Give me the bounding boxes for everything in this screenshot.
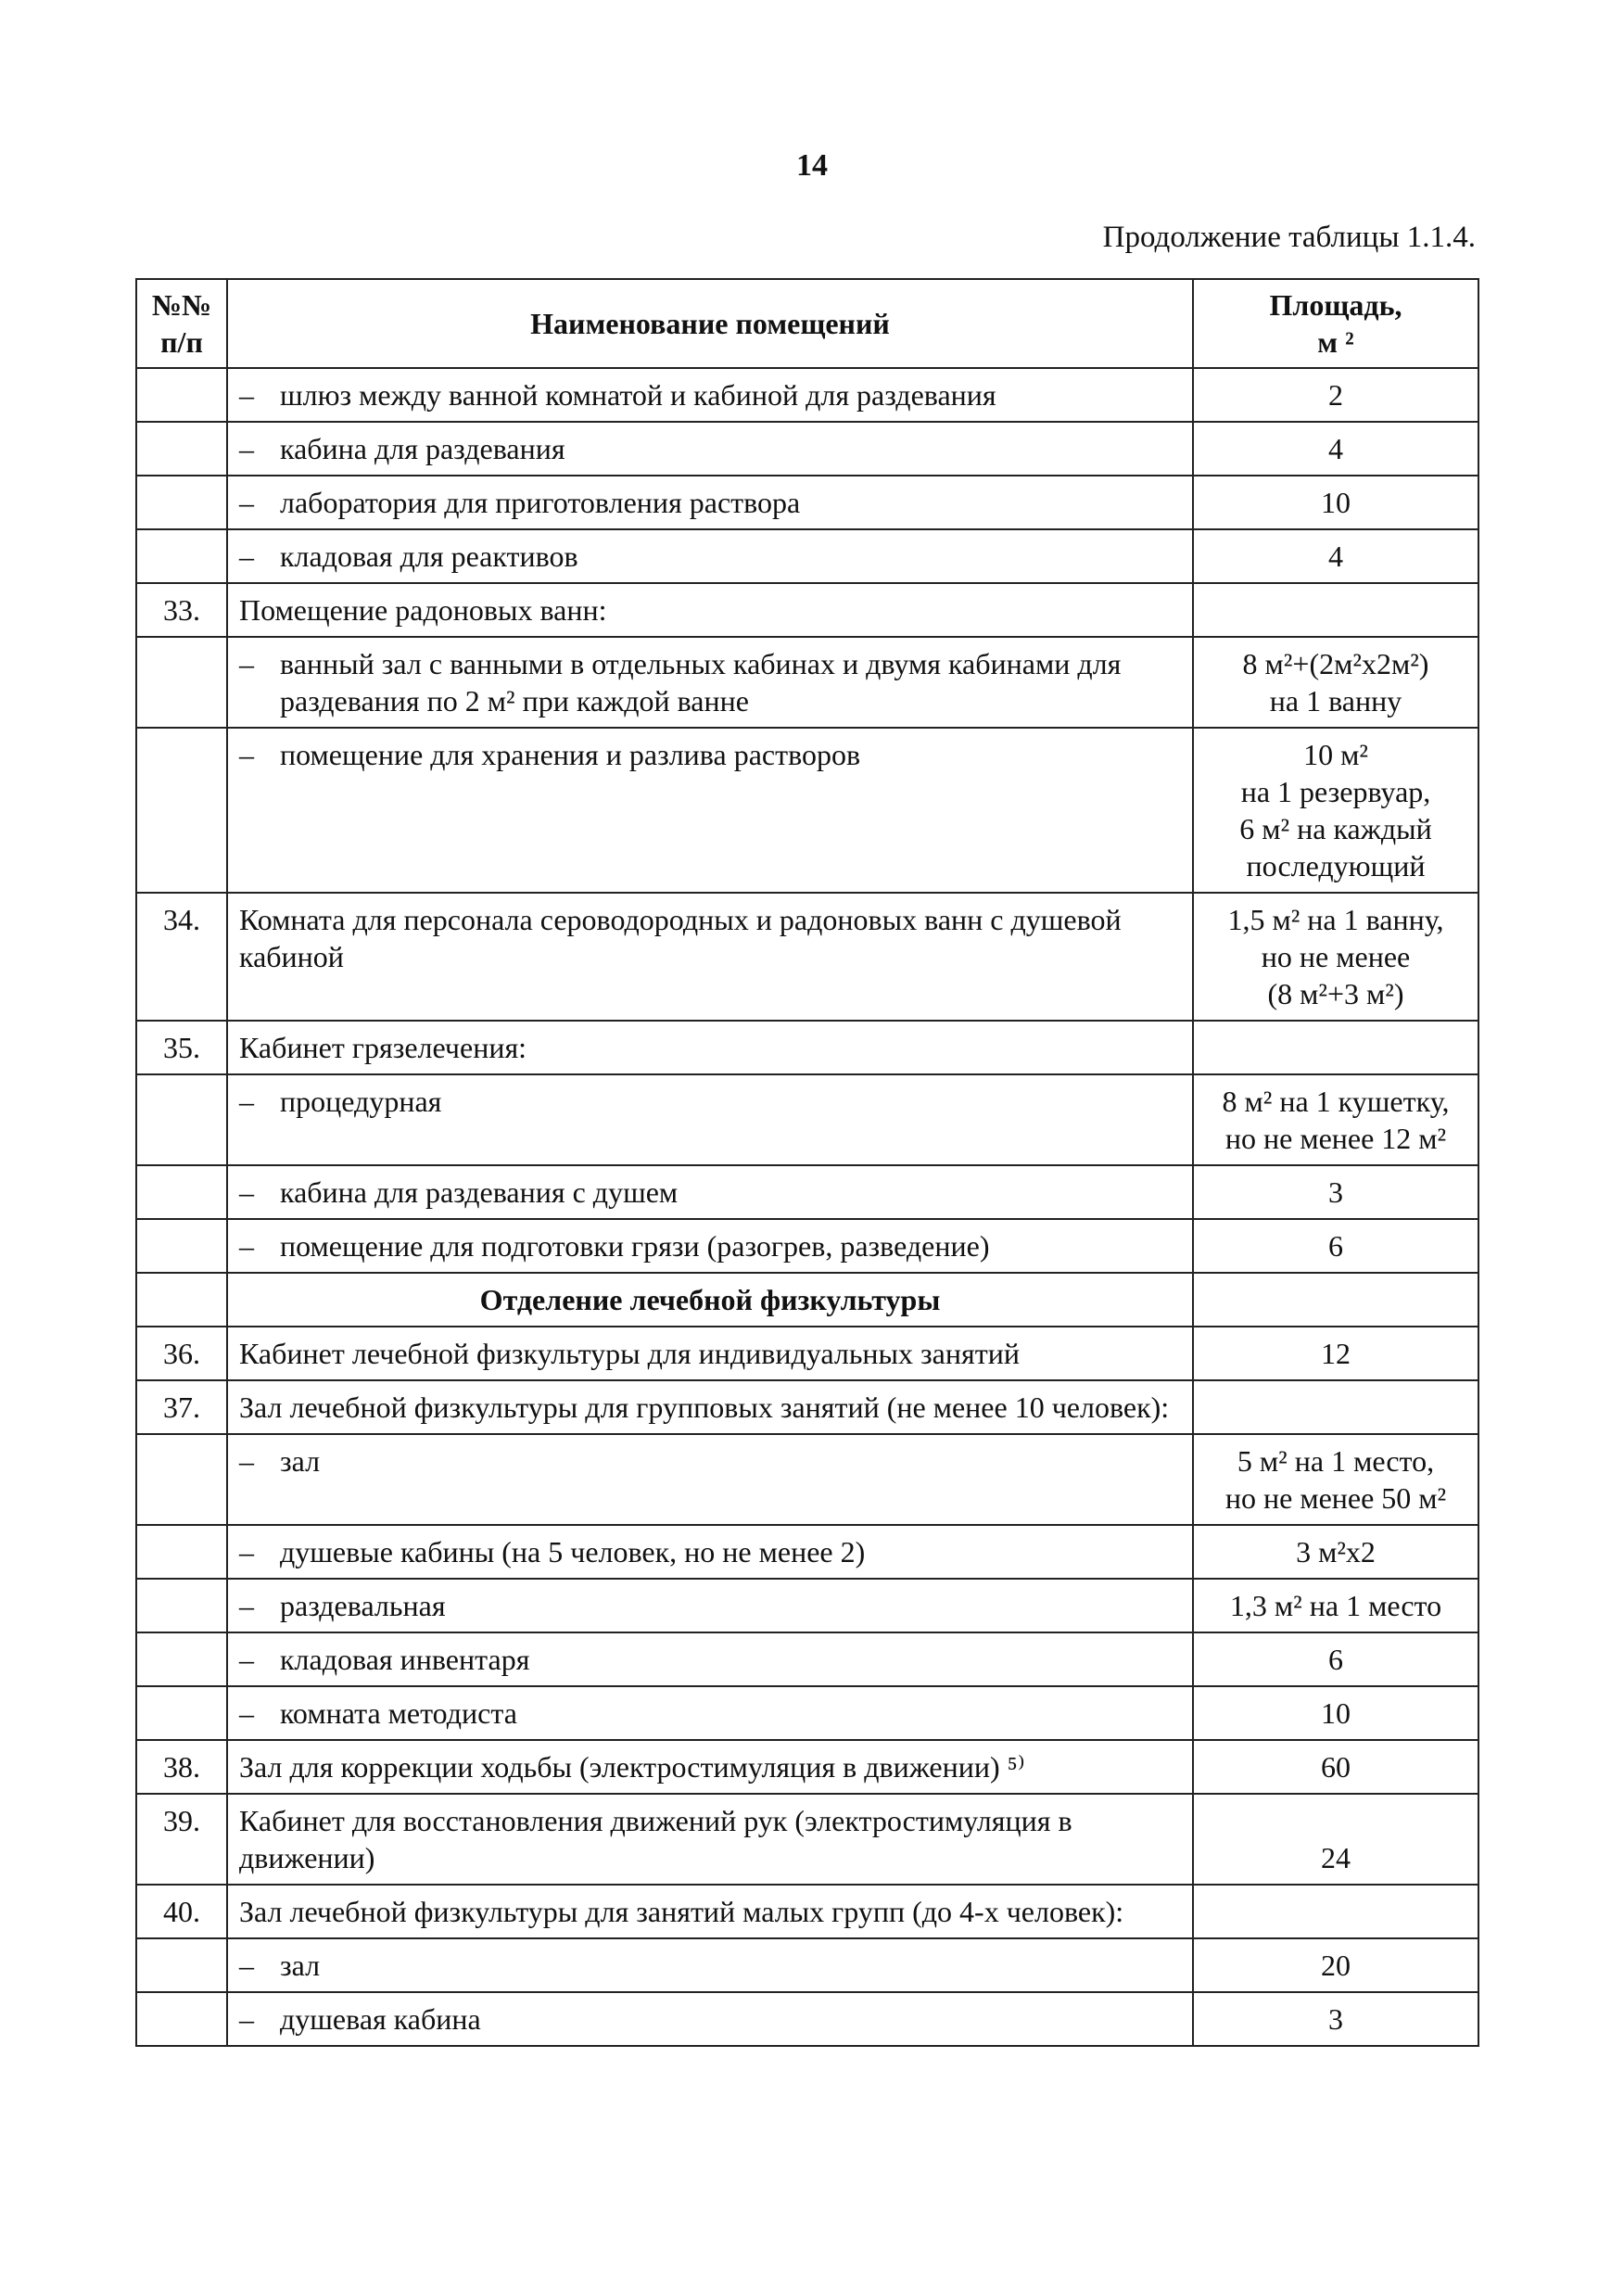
room-name [227,893,1193,1021]
room-area [1193,1686,1478,1740]
room-name [227,368,1193,422]
room-name [227,583,1193,637]
header-area [1193,279,1478,368]
table-row [136,728,1478,893]
room-name [227,1686,1193,1740]
table-row [136,476,1478,529]
room-area-line [1205,1802,1466,1839]
room-name-text: раздевальная [280,1589,446,1622]
room-area [1193,1434,1478,1525]
room-name-text: Помещение радоновых ванн: [239,593,607,627]
table-row [136,893,1478,1021]
room-area-line: 3 [1328,1175,1343,1209]
table-header-row [136,279,1478,368]
row-number: 35. [136,1021,227,1074]
room-area-line [1205,1893,1466,1930]
room-area-line: но не менее 50 м² [1224,1481,1447,1515]
room-area [1193,1992,1478,2046]
header-area-line: Площадь, [1269,288,1402,322]
room-area [1193,368,1478,422]
room-area-line: 3 м²х2 [1296,1535,1376,1568]
room-name-text: ванный зал с ванными в отдельных кабинах и двумя кабинами для раздевания по 2 м² при каждой ванне [280,647,1122,718]
row-number [136,1165,227,1219]
room-area-line [1205,591,1466,629]
table-row [136,1327,1478,1380]
table-row [136,1740,1478,1794]
list-dash-icon: – [239,2002,254,2036]
row-number: 38. [136,1740,227,1794]
room-name-text: Кабинет грязелечения: [239,1031,527,1064]
room-area-line: 4 [1328,540,1343,573]
room-area-line: 3 [1328,2002,1343,2036]
row-number [136,1632,227,1686]
room-area-line [1205,1029,1466,1066]
room-name [227,1885,1193,1938]
room-name-text: Зал для коррекции ходьбы (электростимуляция в движении) ⁵⁾ [239,1750,1025,1784]
room-area-line: 10 [1321,1696,1351,1730]
header-number [136,279,227,368]
row-number [136,368,227,422]
header-area-line: м ² [1317,325,1354,359]
room-area-line: 4 [1328,432,1343,465]
room-name-text: Зал лечебной физкультуры для занятий малых групп (до 4-х человек): [239,1895,1124,1928]
page-number: 14 [796,148,828,183]
room-area-line: 5 м² на 1 место, [1237,1444,1435,1478]
room-area-line: 1,3 м² на 1 место [1229,1589,1442,1622]
room-name-text: Кабинет для восстановления движений рук (электростимуляция в движении) [239,1804,1072,1874]
list-dash-icon: – [239,1175,254,1209]
list-dash-icon: – [239,540,254,573]
room-area-line: 10 м² [1303,738,1368,771]
room-area [1193,583,1478,637]
table-row [136,583,1478,637]
room-area [1193,529,1478,583]
list-dash-icon: – [239,1229,254,1263]
section-title [227,1273,1193,1327]
list-dash-icon: – [239,1535,254,1568]
list-dash-icon: – [239,486,254,519]
table-row [136,1525,1478,1579]
room-area-line: 2 [1328,378,1343,412]
row-number [136,422,227,476]
table-row [136,1579,1478,1632]
room-area-line: 24 [1321,1841,1351,1874]
room-name-text: шлюз между ванной комнатой и кабиной для раздевания [280,378,996,412]
room-name [227,1740,1193,1794]
room-name-text: Отделение лечебной физкультуры [479,1283,941,1316]
list-dash-icon: – [239,1949,254,1982]
row-number [136,1434,227,1525]
row-number [136,728,227,893]
row-number: 33. [136,583,227,637]
table-row [136,1938,1478,1992]
row-number [136,1273,227,1327]
list-dash-icon: – [239,1444,254,1478]
room-name [227,637,1193,728]
room-area [1193,1579,1478,1632]
room-area-line [1205,1389,1466,1426]
room-name-text: лаборатория для приготовления раствора [280,486,801,519]
room-area [1193,1165,1478,1219]
room-name [227,1938,1193,1992]
room-name [227,1165,1193,1219]
room-area-line: 10 [1321,486,1351,519]
room-name [227,1632,1193,1686]
table-row [136,1021,1478,1074]
header-name: Наименование помещений [227,279,1193,368]
row-number [136,476,227,529]
table-continuation-caption: Продолжение таблицы 1.1.4. [1102,221,1476,254]
row-number: 40. [136,1885,227,1938]
row-number: 39. [136,1794,227,1885]
room-area [1193,1380,1478,1434]
room-area-line: 6 [1328,1643,1343,1676]
table-row [136,637,1478,728]
list-dash-icon: – [239,432,254,465]
table-body [136,368,1478,2046]
table-row [136,1219,1478,1273]
table-row [136,529,1478,583]
room-area-line: 20 [1321,1949,1351,1982]
room-area-line: но не менее [1261,940,1411,973]
room-name-text: зал [280,1949,321,1982]
table-row [136,1632,1478,1686]
room-area [1193,1219,1478,1273]
row-number [136,1938,227,1992]
table-row [136,1794,1478,1885]
table-row [136,1165,1478,1219]
table-row [136,1434,1478,1525]
room-name [227,1794,1193,1885]
room-area-line: 8 м² на 1 кушетку, [1222,1085,1450,1118]
header-number-line: п/п [160,325,203,359]
table-row [136,368,1478,422]
room-area-line: последующий [1246,849,1426,883]
room-name [227,1219,1193,1273]
row-number [136,529,227,583]
room-area-line: на 1 ванну [1269,684,1402,718]
room-area-line: на 1 резервуар, [1240,775,1431,808]
row-number [136,1219,227,1273]
list-dash-icon: – [239,378,254,412]
table-row [136,422,1478,476]
room-name [227,728,1193,893]
room-name-text: помещение для подготовки грязи (разогрев, разведение) [280,1229,990,1263]
room-name [227,1579,1193,1632]
row-number [136,1579,227,1632]
room-area [1193,728,1478,893]
table-row [136,1885,1478,1938]
room-area [1193,893,1478,1021]
room-name [227,1992,1193,2046]
room-area [1193,1632,1478,1686]
row-number [136,1686,227,1740]
room-area [1193,1074,1478,1165]
room-name-text: процедурная [280,1085,442,1118]
room-name [227,476,1193,529]
room-area [1193,1327,1478,1380]
room-name-text: кабина для раздевания [280,432,565,465]
room-name [227,1327,1193,1380]
list-dash-icon: – [239,1643,254,1676]
room-name-text: кладовая инвентаря [280,1643,530,1676]
room-name-text: комната методиста [280,1696,517,1730]
room-name [227,1021,1193,1074]
room-name-text: душевая кабина [280,2002,481,2036]
rooms-area-table [135,278,1479,2047]
room-area [1193,637,1478,728]
room-name-text: душевые кабины (на 5 человек, но не менее 2) [280,1535,866,1568]
room-name-text: кабина для раздевания с душем [280,1175,679,1209]
list-dash-icon: – [239,1589,254,1622]
row-number [136,1992,227,2046]
room-area-line: (8 м²+3 м²) [1267,977,1404,1010]
room-name-text: Комната для персонала сероводородных и радоновых ванн с душевой кабиной [239,903,1122,973]
table-row [136,1686,1478,1740]
list-dash-icon: – [239,1696,254,1730]
room-area [1193,1885,1478,1938]
room-name-text: Зал лечебной физкультуры для групповых занятий (не менее 10 человек): [239,1391,1170,1424]
room-name [227,1525,1193,1579]
room-area-line: 60 [1321,1750,1351,1784]
room-area-line: 1,5 м² на 1 ванну, [1227,903,1444,936]
room-area [1193,1525,1478,1579]
row-number: 37. [136,1380,227,1434]
room-area [1193,476,1478,529]
room-area-line: 8 м²+(2м²х2м²) [1242,647,1429,680]
room-area-line: 12 [1321,1337,1351,1370]
table-row [136,1074,1478,1165]
room-name-text: помещение для хранения и разлива растворов [280,738,861,771]
room-area [1193,1273,1478,1327]
table-section-row [136,1273,1478,1327]
room-area [1193,1740,1478,1794]
room-name-text: Кабинет лечебной физкультуры для индивидуальных занятий [239,1337,1020,1370]
room-area-line: 6 м² на каждый [1239,812,1432,845]
room-name [227,1434,1193,1525]
room-area [1193,1021,1478,1074]
room-area [1193,1794,1478,1885]
header-number-line: №№ [151,288,212,322]
room-area [1193,422,1478,476]
room-area [1193,1938,1478,1992]
row-number [136,637,227,728]
list-dash-icon: – [239,1085,254,1118]
room-name-text: кладовая для реактивов [280,540,578,573]
table-row [136,1992,1478,2046]
table-row [136,1380,1478,1434]
room-area-line: 6 [1328,1229,1343,1263]
room-name-text: зал [280,1444,321,1478]
room-area-line [1205,1281,1466,1318]
row-number [136,1525,227,1579]
room-name [227,529,1193,583]
row-number [136,1074,227,1165]
room-name [227,1074,1193,1165]
room-name [227,1380,1193,1434]
room-name [227,422,1193,476]
list-dash-icon: – [239,738,254,771]
row-number: 36. [136,1327,227,1380]
row-number: 34. [136,893,227,1021]
room-area-line: но не менее 12 м² [1224,1122,1447,1155]
list-dash-icon: – [239,647,254,680]
